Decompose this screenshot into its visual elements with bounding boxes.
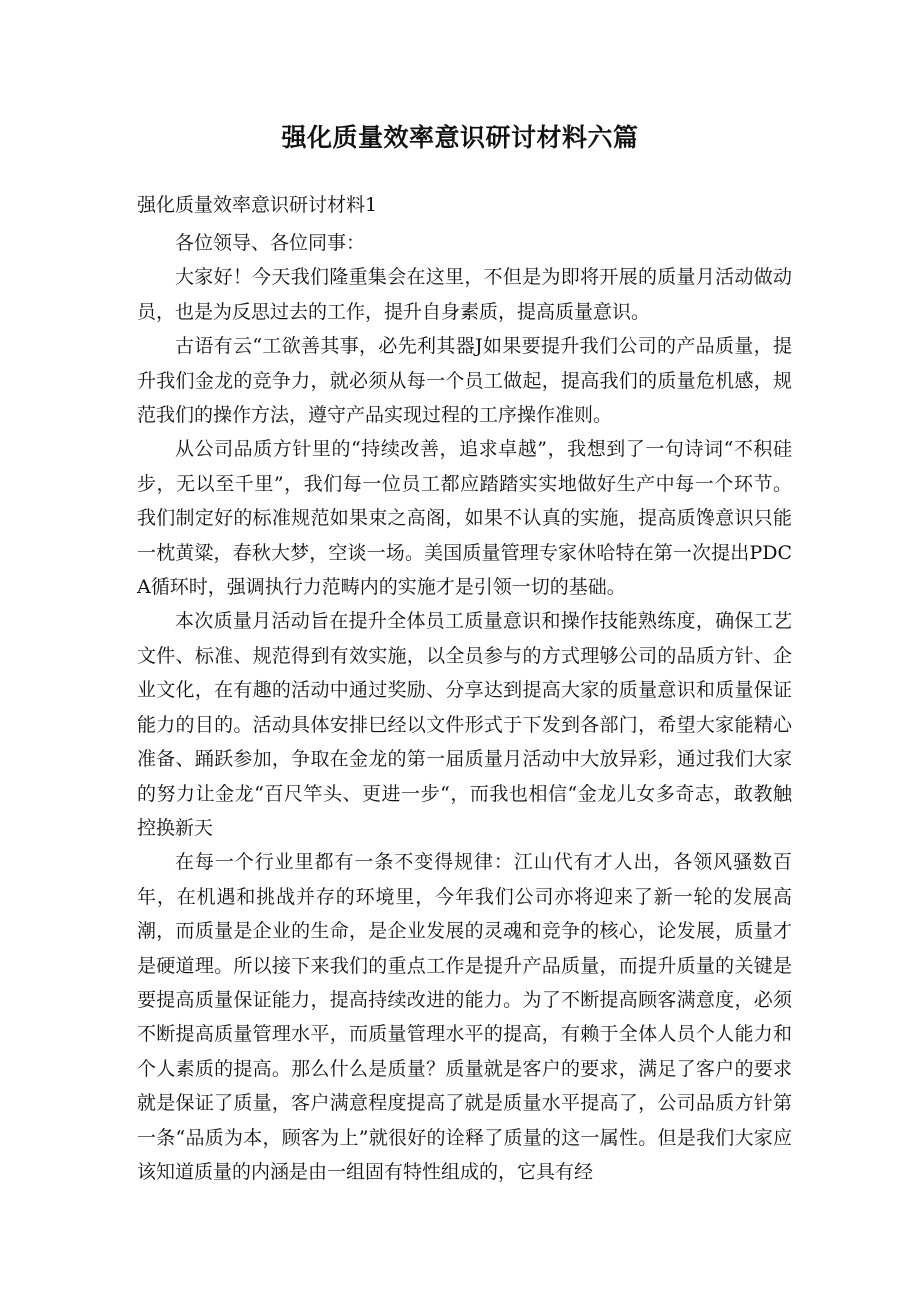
body-paragraph: 从公司品质方针里的“持续改善，追求卓越”，我想到了一句诗词“不积硅步，无以至千里”，我们每一位员工都应踏踏实实地做好生产中每一个环节。我们制定好的标准规范如果束之高阁，如果不认真的实施，提高质馋意识只能一枕黄粱，春秋大梦，空谈一场。美国质量管理专家休哈特在第一次提出PDCA循环时，强调执行力范畴内的实施才是引领一切的基础。 <box>137 438 792 599</box>
body-paragraph: 古语有云“工欲善其事，必先利其器J如果要提升我们公司的产品质量，提升我们金龙的竞争力，就必须从每一个员工做起，提高我们的质量危机感，规范我们的操作方法，遵守产品实现过程的工序操作准则。 <box>137 335 792 427</box>
salutation-paragraph: 各位领导、各位同事： <box>175 232 366 254</box>
body-paragraph: 本次质量月活动旨在提升全体员工质量意识和操作技能熟练度，确保工艺文件、标准、规范得到有效实施，以全员参与的方式理够公司的品质方针、企业文化，在有趣的活动中通过奖励、分享达到提高大家的质量意识和质量保证能力的目的。活动具体安排巳经以文件形式于下发到各部门，希望大家能精心准备、踊跃参加，争取在金龙的第一届质量月活动中大放异彩，通过我们大家的努力让金龙“百尺竿头、更进一步“，而我也相信“金龙儿女多奇志，敢教触控换新天 <box>137 610 792 839</box>
document-body <box>137 226 792 1189</box>
body-paragraph: 在每一个行业里都有一条不变得规律：江山代有才人出，各领风骚数百年，在机遇和挑战并存的环境里，今年我们公司亦将迎来了新一轮的发展高潮，而质量是企业的生命，是企业发展的灵魂和竞争的核心，论发展，质量才是硬道理。所以接下来我们的重点工作是提升产品质量，而提升质量的关键是要提高质量保证能力，提高持续改进的能力。为了不断提高顾客满意度，必须不断提高质量管理水平，而质量管理水平的提高，有赖于全体人员个人能力和个人素质的提高。那么什么是质量？质量就是客户的要求，满足了客户的要求就是保证了质量，客户满意程度提高了就是质量水平提高了，公司品质方针第一条“品质为本，顾客为上”就很好的诠释了质量的这一属性。但是我们大家应该知道质量的内涵是由一组固有特性组成的，它具有经 <box>137 851 792 1183</box>
body-paragraph: 大家好！今天我们隆重集会在这里，不但是为即将开展的质量月活动做动员，也是为反思过去的工作，提升自身素质，提高质量意识。 <box>137 266 792 323</box>
document-title: 强化质量效率意识研讨材料六篇 <box>281 123 639 152</box>
section-heading: 强化质量效率意识研讨材料1 <box>137 194 378 216</box>
